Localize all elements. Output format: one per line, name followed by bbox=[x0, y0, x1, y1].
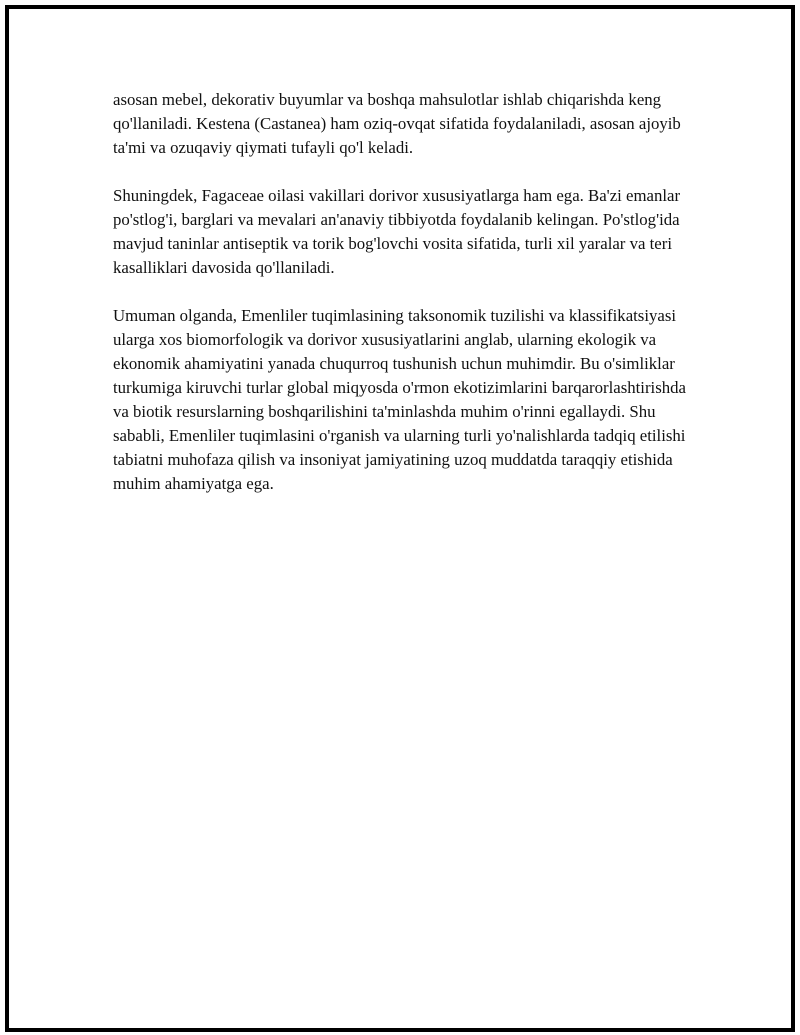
paragraph-2: Shuningdek, Fagaceae oilasi vakillari dorivor xususiyatlarga ham ega. Ba'zi emanlar po'stlog'i, barglari va mevalari an'anaviy tibbiyotda foydalanib kelingan. Po'stlog'ida mavjud taninlar antiseptik va torik bog'lovchi vosita sifatida, turli xil yaralar va teri kasalliklari davosida qo'llaniladi. bbox=[113, 186, 681, 277]
paragraph-3: Umuman olganda, Emenliler tuqimlasining taksonomik tuzilishi va klassifikatsiyasi ularga xos biomorfologik va dorivor xususiyatlarini anglab, ularning ekologik va ekonomik ahamiyatini yanada chuqurroq tushunish uchun muhimdir. Bu o'simliklar turkumiga kiruvchi turlar global miqyosda o'rmon ekotizimlarini barqarorlashtirishda va biotik resurslarning boshqarilishini ta'minlashda muhim o'rinni egallaydi. Shu sababli, Emenliler tuqimlasini o'rganish va ularning turli yo'nalishlarda tadqiq etilishi tabiatni muhofaza qilish va insoniyat jamiyatining uzoq muddatda taraqqiy etishida muhim ahamiyatga ega. bbox=[113, 306, 686, 493]
document-body bbox=[113, 88, 693, 520]
paragraph-1: asosan mebel, dekorativ buyumlar va boshqa mahsulotlar ishlab chiqarishda keng qo'llaniladi. Kestena (Castanea) ham oziq-ovqat sifatida foydalaniladi, asosan ajoyib ta'mi va ozuqaviy qiymati tufayli qo'l keladi. bbox=[113, 90, 681, 157]
